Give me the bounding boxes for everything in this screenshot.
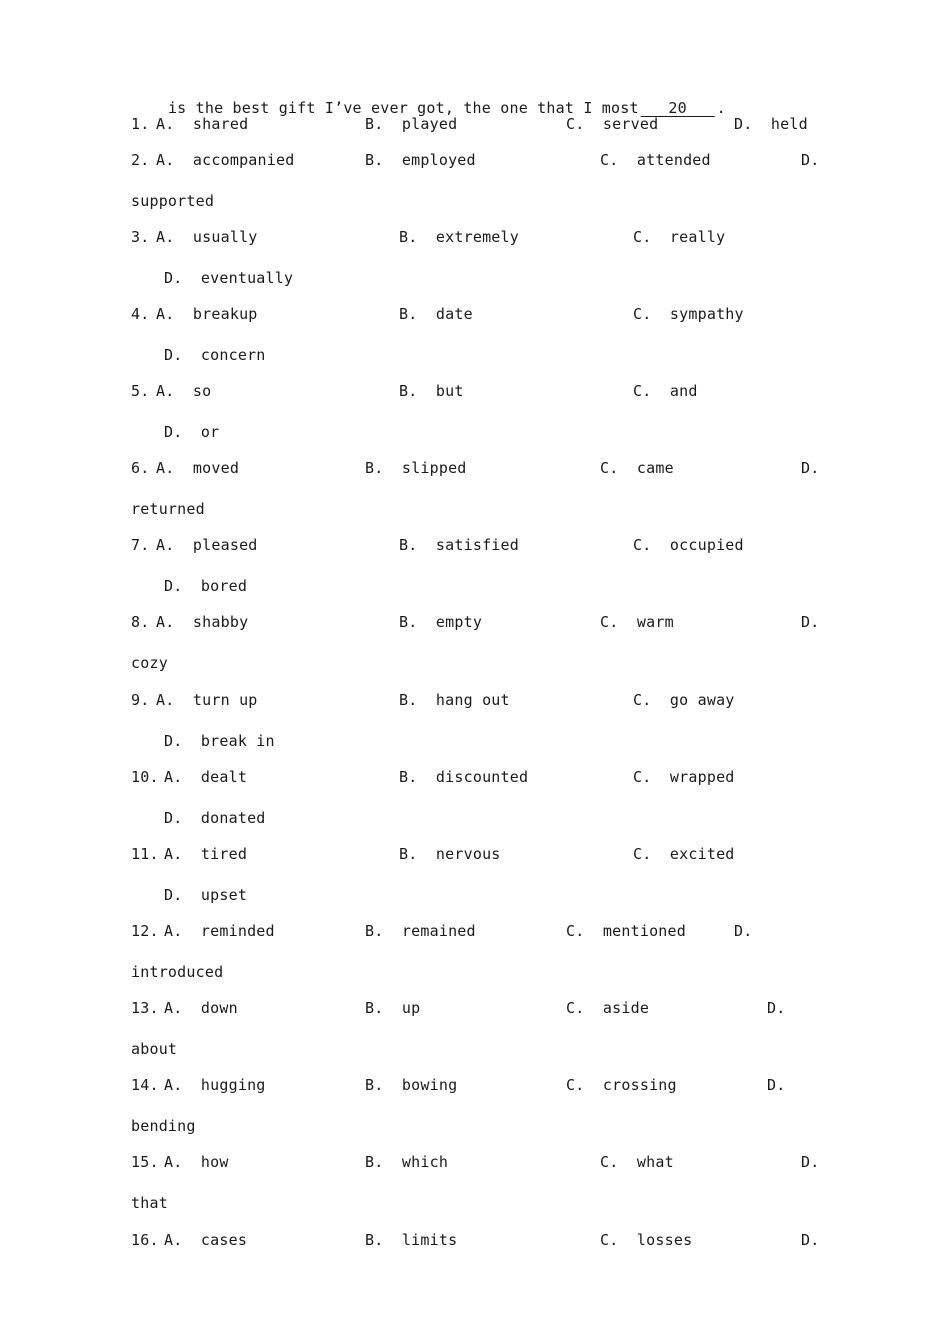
option-b: B. employed	[365, 151, 476, 169]
option-d: D. held	[734, 115, 808, 133]
option-a: A. pleased	[156, 536, 258, 554]
option-b: B. date	[399, 305, 473, 323]
option-a: A. how	[164, 1153, 229, 1171]
question-number: 6.	[131, 459, 150, 477]
option-a: A. so	[156, 382, 212, 400]
question-number: 9.	[131, 691, 150, 709]
option-d: D. donated	[164, 809, 266, 827]
question-number: 3.	[131, 228, 150, 246]
option-d: D.	[767, 1076, 786, 1094]
option-d: D. or	[164, 423, 220, 441]
option-c: C. what	[600, 1153, 674, 1171]
question-number: 16.	[131, 1231, 159, 1249]
option-a: A. dealt	[164, 768, 248, 786]
option-c: C. served	[566, 115, 659, 133]
option-d-word: that	[131, 1194, 168, 1212]
option-a: A. tired	[164, 845, 248, 863]
question-number: 10.	[131, 768, 159, 786]
option-d: D.	[767, 999, 786, 1017]
option-b: B. extremely	[399, 228, 519, 246]
option-c: C. came	[600, 459, 674, 477]
option-a: A. breakup	[156, 305, 258, 323]
option-d-word: supported	[131, 192, 215, 210]
option-a: A. shared	[156, 115, 249, 133]
option-c: C. losses	[600, 1231, 693, 1249]
question-number: 15.	[131, 1153, 159, 1171]
option-d: D.	[801, 613, 820, 631]
option-d: D. break in	[164, 732, 275, 750]
option-b: B. satisfied	[399, 536, 519, 554]
option-c: C. and	[633, 382, 698, 400]
option-c: C. crossing	[566, 1076, 677, 1094]
option-d: D. concern	[164, 346, 266, 364]
option-c: C. sympathy	[633, 305, 744, 323]
option-a: A. hugging	[164, 1076, 266, 1094]
option-d: D. eventually	[164, 269, 294, 287]
option-b: B. nervous	[399, 845, 501, 863]
question-number: 11.	[131, 845, 159, 863]
option-c: C. go away	[633, 691, 735, 709]
option-b: B. slipped	[365, 459, 467, 477]
option-b: B. discounted	[399, 768, 529, 786]
option-d: D.	[801, 151, 820, 169]
option-d-word: introduced	[131, 963, 224, 981]
option-d: D.	[734, 922, 753, 940]
option-a: A. reminded	[164, 922, 275, 940]
option-d-word: about	[131, 1040, 178, 1058]
option-b: B. hang out	[399, 691, 510, 709]
question-number: 4.	[131, 305, 150, 323]
option-b: B. bowing	[365, 1076, 458, 1094]
option-d: D.	[801, 459, 820, 477]
option-b: B. empty	[399, 613, 483, 631]
answer-blank: 20	[668, 99, 687, 117]
option-c: C. attended	[600, 151, 711, 169]
question-number: 8.	[131, 613, 150, 631]
option-c: C. really	[633, 228, 726, 246]
question-number: 1.	[131, 115, 150, 133]
option-d-word: bending	[131, 1117, 196, 1135]
option-c: C. aside	[566, 999, 650, 1017]
option-b: B. remained	[365, 922, 476, 940]
question-number: 5.	[131, 382, 150, 400]
option-a: A. shabby	[156, 613, 249, 631]
option-c: C. wrapped	[633, 768, 735, 786]
option-c: C. warm	[600, 613, 674, 631]
option-b: B. up	[365, 999, 421, 1017]
option-d-word: returned	[131, 500, 205, 518]
question-number: 12.	[131, 922, 159, 940]
option-a: A. moved	[156, 459, 240, 477]
question-number: 2.	[131, 151, 150, 169]
option-a: A. down	[164, 999, 238, 1017]
option-b: B. played	[365, 115, 458, 133]
option-c: C. mentioned	[566, 922, 686, 940]
question-number: 14.	[131, 1076, 159, 1094]
option-c: C. excited	[633, 845, 735, 863]
option-d-word: cozy	[131, 654, 168, 672]
question-number: 13.	[131, 999, 159, 1017]
option-d: D. bored	[164, 577, 248, 595]
option-d: D.	[801, 1231, 820, 1249]
intro-end: .	[716, 99, 726, 117]
option-a: A. cases	[164, 1231, 248, 1249]
option-b: B. which	[365, 1153, 449, 1171]
option-a: A. accompanied	[156, 151, 295, 169]
question-number: 7.	[131, 536, 150, 554]
option-b: B. but	[399, 382, 464, 400]
option-b: B. limits	[365, 1231, 458, 1249]
option-d: D. upset	[164, 886, 248, 904]
option-d: D.	[801, 1153, 820, 1171]
option-a: A. turn up	[156, 691, 258, 709]
intro-text: is the best gift I’ve ever got, the one that I most	[167, 99, 639, 117]
option-c: C. occupied	[633, 536, 744, 554]
option-a: A. usually	[156, 228, 258, 246]
